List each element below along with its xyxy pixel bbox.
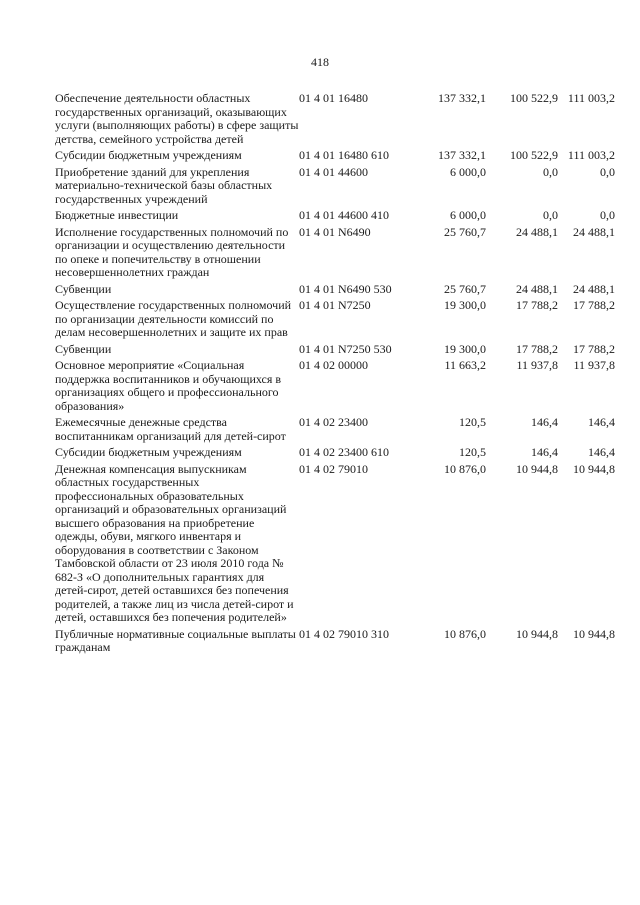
row-value-3: 111 003,2	[567, 91, 615, 105]
row-code: 01 4 01 16480	[299, 91, 368, 105]
row-value-3: 11 937,8	[573, 358, 615, 372]
row-name: Денежная компенсация выпускникам областных государственных профессиональных образовательных организаций и образовательных организаций высшего образования на приобретение одежды, обуви, мягкого инвентаря и оборудования в соответствии с Законом Тамбовской области от 23 июля 2010 года № 682-З «О дополнительных гарантиях для детей-сирот, детей оставшихся без попечения родителей, а также лиц из числа детей-сирот и детей, оставшихся без попечения родителей»	[55, 461, 294, 624]
row-value-2: 100 522,9	[510, 148, 558, 162]
row-value-3: 146,4	[588, 415, 615, 429]
row-value-3: 0,0	[600, 208, 615, 222]
row-code: 01 4 02 00000	[299, 358, 368, 372]
row-code: 01 4 01 N7250 530	[299, 341, 392, 356]
row-name: Публичные нормативные социальные выплаты гражданам	[55, 626, 296, 654]
row-value-1: 19 300,0	[444, 298, 486, 312]
row-name: Основное мероприятие «Социальная поддержка воспитанников и обучающихся в организациях общего и профессионального образования»	[55, 358, 282, 413]
page-number: 418	[311, 55, 329, 69]
row-value-2: 100 522,9	[510, 91, 558, 105]
row-value-1: 137 332,1	[438, 91, 486, 105]
row-name: Исполнение государственных полномочий по организации и осуществлению деятельности по опеке и попечительству в отношении несовершеннолетних граждан	[55, 224, 289, 279]
row-value-1: 11 663,2	[444, 358, 486, 372]
row-value-2: 0,0	[543, 208, 558, 222]
table-row	[55, 343, 615, 360]
table-row	[55, 92, 615, 149]
table-row	[55, 299, 615, 343]
row-value-1: 120,5	[459, 415, 486, 429]
table-row	[55, 416, 615, 446]
row-value-3: 0,0	[600, 164, 615, 179]
row-name: Субвенции	[55, 341, 112, 356]
row-name: Приобретение зданий для укрепления материально-технической базы областных государственных учреждений	[55, 164, 273, 206]
row-value-1: 25 760,7	[444, 281, 486, 296]
row-code: 01 4 01 16480 610	[299, 148, 389, 162]
table-row	[55, 149, 615, 166]
row-value-2: 146,4	[531, 415, 558, 429]
budget-table	[55, 92, 615, 658]
row-value-1: 6 000,0	[450, 208, 486, 222]
row-value-1: 137 332,1	[438, 148, 486, 162]
row-value-3: 24 488,1	[573, 281, 615, 296]
row-value-2: 10 944,8	[516, 626, 558, 641]
row-code: 01 4 02 79010	[299, 461, 368, 476]
row-value-3: 17 788,2	[573, 298, 615, 312]
row-name: Субсидии бюджетным учреждениям	[55, 445, 242, 459]
row-value-2: 24 488,1	[516, 281, 558, 296]
row-value-3: 111 003,2	[567, 148, 615, 162]
row-code: 01 4 01 N7250	[299, 298, 371, 312]
row-value-3: 10 944,8	[573, 461, 615, 476]
row-code: 01 4 01 N6490 530	[299, 281, 392, 296]
row-value-3: 10 944,8	[573, 626, 615, 641]
row-code: 01 4 02 23400 610	[299, 445, 389, 459]
row-name: Субсидии бюджетным учреждениям	[55, 148, 242, 162]
table-row	[55, 209, 615, 226]
row-code: 01 4 02 79010 310	[299, 626, 389, 641]
row-code: 01 4 01 44600 410	[299, 208, 389, 222]
row-name: Обеспечение деятельности областных государственных организаций, оказывающих услуги (выполняющих работы) в сфере защиты детства, семейного устройства детей	[55, 91, 299, 146]
row-value-3: 146,4	[588, 445, 615, 459]
row-code: 01 4 02 23400	[299, 415, 368, 429]
table-row	[55, 226, 615, 283]
row-value-1: 19 300,0	[444, 341, 486, 356]
row-value-1: 6 000,0	[450, 164, 486, 179]
row-value-2: 17 788,2	[516, 298, 558, 312]
row-value-1: 10 876,0	[444, 461, 486, 476]
table-row	[55, 359, 615, 416]
row-code: 01 4 01 44600	[299, 164, 368, 179]
table-row	[55, 463, 615, 628]
table-row	[55, 283, 615, 300]
table-row	[55, 628, 615, 658]
row-name: Субвенции	[55, 281, 112, 296]
row-name: Осуществление государственных полномочий по организации деятельности комиссий по делам несовершеннолетних и защите их прав	[55, 298, 292, 339]
row-value-1: 10 876,0	[444, 626, 486, 641]
table-row	[55, 166, 615, 210]
row-value-3: 17 788,2	[573, 341, 615, 356]
table-row	[55, 446, 615, 463]
row-value-2: 10 944,8	[516, 461, 558, 476]
row-value-2: 146,4	[531, 445, 558, 459]
row-value-2: 11 937,8	[516, 358, 558, 372]
row-code: 01 4 01 N6490	[299, 224, 371, 239]
row-value-2: 0,0	[543, 164, 558, 179]
row-value-1: 25 760,7	[444, 224, 486, 239]
row-value-2: 17 788,2	[516, 341, 558, 356]
row-value-3: 24 488,1	[573, 224, 615, 239]
row-value-2: 24 488,1	[516, 224, 558, 239]
row-name: Бюджетные инвестиции	[55, 208, 179, 222]
row-name: Ежемесячные денежные средства воспитанникам организаций для детей-сирот	[55, 415, 286, 443]
row-value-1: 120,5	[459, 445, 486, 459]
